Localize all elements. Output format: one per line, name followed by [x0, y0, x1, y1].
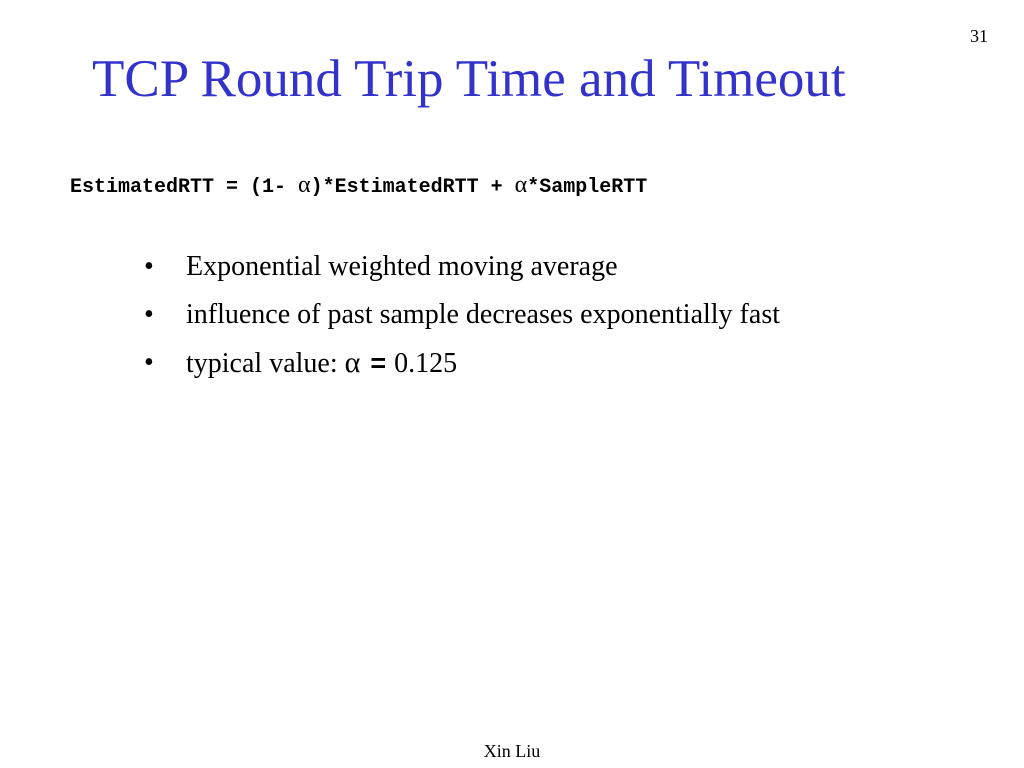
bullet-item [140, 248, 780, 296]
bullet-text: Exponential weighted moving average [186, 251, 618, 282]
alpha-symbol: α [298, 172, 311, 198]
formula-part-2: )*EstimatedRTT + [310, 176, 515, 199]
bullet-dot-icon: • [144, 299, 154, 330]
alpha-value: 0.125 [394, 348, 458, 379]
formula-part-3: *SampleRTT [527, 176, 648, 199]
alpha-symbol: α [344, 346, 361, 379]
rtt-formula [70, 172, 647, 199]
slide-title: TCP Round Trip Time and Timeout [92, 50, 846, 108]
bullet-item [140, 344, 780, 392]
bullet-list [140, 248, 780, 392]
formula-part-1: EstimatedRTT = (1- [70, 176, 299, 199]
bullet-item [140, 296, 780, 344]
slide-number: 31 [970, 26, 988, 46]
alpha-symbol: α [514, 172, 528, 198]
bullet-text: influence of past sample decreases exponentially fast [186, 299, 780, 330]
bullet-dot-icon: • [144, 251, 154, 282]
footer-author: Xin Liu [483, 741, 541, 761]
bullet-text-prefix: typical value: [186, 348, 345, 379]
equals-sign: = [370, 348, 387, 378]
bullet-dot-icon: • [144, 347, 154, 378]
